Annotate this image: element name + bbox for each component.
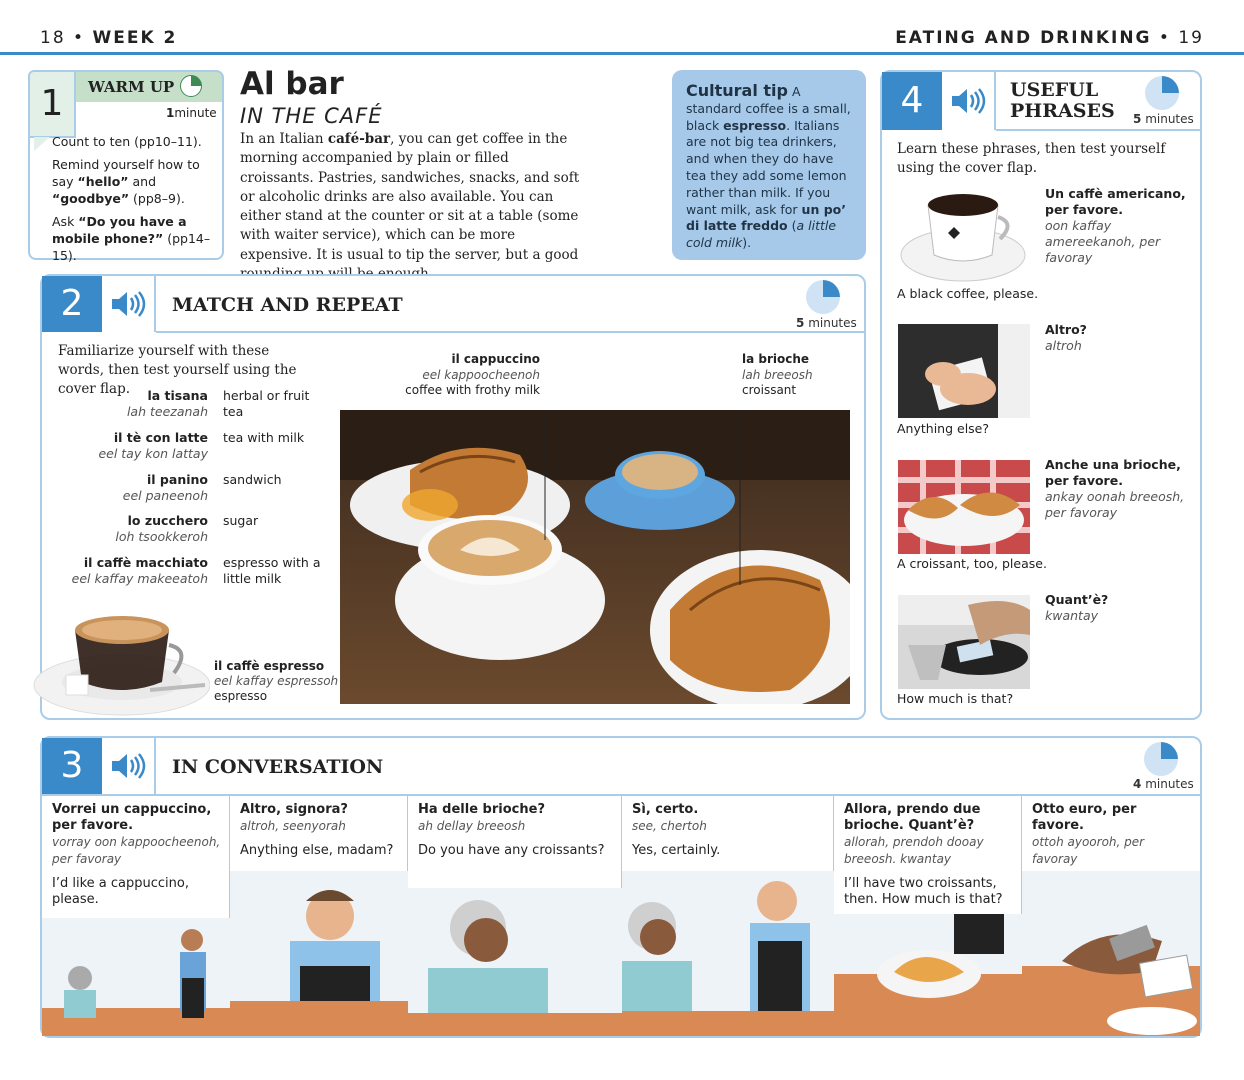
label-brioche-english: croissant xyxy=(742,383,797,397)
phrase-english: A croissant, too, please. xyxy=(897,556,1047,571)
week-label: WEEK 2 xyxy=(92,28,178,48)
panel-italian: Allora, prendo due brioche. Quant’è? xyxy=(844,802,981,833)
espresso-cup-image xyxy=(30,590,210,720)
warmup-hello: “hello” xyxy=(77,174,129,189)
phrase-item xyxy=(1045,457,1195,521)
speaker-icon xyxy=(110,752,146,780)
header-rule xyxy=(0,52,1244,55)
phrases-number: 4 xyxy=(882,72,942,130)
intro-paragraph xyxy=(240,130,580,284)
vocab-italian: il tè con latte xyxy=(113,430,208,445)
warmup-minutes-unit: minute xyxy=(174,106,217,120)
warmup-title: WARM UP xyxy=(88,78,175,96)
match-audio-button[interactable] xyxy=(102,276,156,332)
phrase-pronunciation: kwantay xyxy=(1045,608,1099,623)
phrase-pronunciation: ankay oonah breeosh, per favoray xyxy=(1045,489,1185,520)
conversation-minutes-unit: minutes xyxy=(1145,777,1194,791)
page-title: Al bar xyxy=(240,66,344,102)
waiter-notepad-image xyxy=(898,324,1030,418)
phrase-english: How much is that? xyxy=(897,691,1014,706)
panel-english: Do you have any croissants? xyxy=(418,843,605,858)
vocab-english: espresso with a little milk xyxy=(223,555,321,586)
conversation-number: 3 xyxy=(42,738,102,794)
panel-illustration xyxy=(834,914,1022,1036)
vocab-pronunciation: eel kaffay makeeatoh xyxy=(71,571,208,586)
vocab-pronunciation: lah teezanah xyxy=(126,404,208,419)
conversation-panel xyxy=(408,796,622,1036)
match-title: MATCH AND REPEAT xyxy=(172,294,403,316)
phrase-pronunciation: oon kaffay amereekanoh, per favoray xyxy=(1045,218,1161,265)
conversation-panel xyxy=(622,796,834,1036)
panel-text xyxy=(418,802,613,859)
vocab-italian: il caffè macchiato xyxy=(83,555,208,570)
label-cappuccino-italian: il cappuccino xyxy=(451,352,540,366)
speaker-icon xyxy=(110,290,146,318)
intro-cafe-bar: café-bar xyxy=(327,131,391,147)
vocab-item xyxy=(60,388,208,420)
panel-italian: Altro, signora? xyxy=(240,802,348,817)
phrases-minutes-unit: minutes xyxy=(1145,112,1194,126)
vocab-english: herbal or fruit tea xyxy=(223,388,310,419)
phrase-italian: Quant’è? xyxy=(1045,592,1109,607)
label-espresso-pron: eel kaffay espressoh xyxy=(214,674,339,688)
conversation-timer-icon xyxy=(1144,742,1178,776)
warmup-minutes xyxy=(166,106,217,120)
conversation-panel xyxy=(1022,796,1200,1036)
vocab-pronunciation: eel tay kon lattay xyxy=(98,446,208,461)
cultural-tip-title: Cultural tip xyxy=(686,81,788,100)
panel-italian: Sì, certo. xyxy=(632,802,699,817)
vocab-english: sandwich xyxy=(223,472,282,487)
panel-english: I’d like a cappuccino, please. xyxy=(52,876,189,907)
intro-text-b: , you can get coffee in the morning accompanied by plain or filled croissants. Pastries, sandwiches, snacks, and soft or alcoholic drinks are also available. You can either stand at the counter or sit at a table (some with waiter service), which can be more expensive. It is usual to tip the server, but a good xyxy=(240,131,580,263)
phrases-title-2: PHRASES xyxy=(1010,100,1115,122)
warmup-timer-icon xyxy=(180,75,202,97)
vocab-italian: lo zucchero xyxy=(127,513,208,528)
intro-text-a: In an Italian xyxy=(240,131,328,147)
phrases-title xyxy=(1010,80,1115,122)
phrase-italian: Un caffè americano, per favore. xyxy=(1045,186,1186,217)
conversation-minutes xyxy=(1133,777,1194,791)
label-cappuccino xyxy=(400,352,540,399)
phrases-minutes-value: 5 xyxy=(1133,112,1142,126)
conversation-panel xyxy=(230,796,408,1036)
panel-illustration xyxy=(622,871,834,1036)
page-number-right: 19 xyxy=(1178,28,1204,48)
panel-english: Anything else, madam? xyxy=(240,843,394,858)
tip-espresso: espresso xyxy=(723,117,787,133)
tip-text-4: ). xyxy=(742,235,752,251)
tip-latte: un po’ di latte freddo xyxy=(686,201,846,234)
panel-italian: Otto euro, per favore. xyxy=(1032,802,1137,833)
match-minutes-unit: minutes xyxy=(808,316,857,330)
panel-italian: Vorrei un cappuccino, per favore. xyxy=(52,802,212,833)
conversation-panel xyxy=(42,796,230,1036)
vocab-pronunciation: eel paneenoh xyxy=(122,488,208,503)
phrase-italian: Anche una brioche, per favore. xyxy=(1045,457,1181,488)
panel-illustration xyxy=(1022,871,1200,1036)
warmup-line2-a: Remind yourself how to say xyxy=(52,157,200,189)
vocab-item xyxy=(60,472,208,504)
vocab-italian: la tisana xyxy=(147,388,208,403)
match-timer-icon xyxy=(806,280,840,314)
warmup-line3-a: Ask xyxy=(52,214,79,229)
panel-text xyxy=(632,802,825,859)
warmup-goodbye: “goodbye” xyxy=(52,191,130,206)
label-brioche-italian: la brioche xyxy=(742,352,810,366)
vocab-item xyxy=(60,513,208,545)
right-page-header xyxy=(895,28,1204,48)
header-bullet: • xyxy=(73,28,86,48)
tip-text-1: A standard coffee is a small, black xyxy=(686,84,851,133)
panel-text xyxy=(52,802,221,908)
conversation-panel xyxy=(834,796,1022,1036)
phrases-header-rule xyxy=(996,129,1200,131)
label-cappuccino-english: coffee with frothy milk xyxy=(405,383,540,397)
tip-text-2: . Italians are not big tea drinkers, and when they do have tea they add some lemon rather than milk. If you want milk, ask for xyxy=(686,117,847,217)
panel-english: Yes, certainly. xyxy=(632,843,721,858)
warmup-number: 1 xyxy=(28,70,76,138)
phrase-item xyxy=(1045,186,1195,266)
panel-illustration xyxy=(42,918,230,1036)
header-bullet: • xyxy=(1158,28,1171,48)
panel-english: I’ll have two croissants, then. How much is that? xyxy=(844,876,1003,907)
match-minutes xyxy=(796,316,857,330)
left-page-header xyxy=(40,28,177,48)
panel-text xyxy=(844,802,1013,908)
vocab-pronunciation: loh tsookkeroh xyxy=(115,529,208,544)
label-cappuccino-pron: eel kappoocheenoh xyxy=(422,367,540,382)
phrases-timer-icon xyxy=(1145,76,1179,110)
match-number: 2 xyxy=(42,276,102,332)
label-espresso-italian: il caffè espresso xyxy=(214,659,325,673)
page-number-left: 18 xyxy=(40,28,66,48)
panel-illustration xyxy=(230,871,408,1036)
warmup-text xyxy=(52,133,217,264)
vocab-english: sugar xyxy=(223,513,259,528)
warmup-line2-b: and xyxy=(128,174,157,189)
speaker-icon xyxy=(950,87,986,115)
panel-pronunciation: altroh, seenyorah xyxy=(240,819,346,833)
warmup-question: “Do you have a mobile phone?” xyxy=(52,214,187,246)
label-espresso-english: espresso xyxy=(214,689,268,703)
vocab-item xyxy=(40,555,208,587)
phrases-audio-button[interactable] xyxy=(942,72,996,130)
phrases-title-1: USEFUL xyxy=(1010,79,1099,101)
phrase-italian: Altro? xyxy=(1045,322,1087,337)
cultural-tip-text xyxy=(686,83,856,252)
chapter-label: EATING AND DRINKING xyxy=(895,28,1152,48)
warmup-tab-tail xyxy=(34,137,50,151)
vocab-english: tea with milk xyxy=(223,430,305,445)
match-header-rule xyxy=(156,331,864,333)
label-espresso xyxy=(214,659,338,704)
phrases-instruction: Learn these phrases, then test yourself using the cover flap. xyxy=(897,141,1166,176)
warmup-line-3 xyxy=(52,213,217,264)
phrase-pronunciation: altroh xyxy=(1045,338,1082,353)
phrase-english: A black coffee, please. xyxy=(897,286,1039,301)
panel-pronunciation: see, chertoh xyxy=(632,819,707,833)
warmup-line-2 xyxy=(52,156,217,207)
conversation-minutes-value: 4 xyxy=(1133,777,1142,791)
label-brioche xyxy=(742,352,813,399)
panel-pronunciation: allorah, prendoh dooay breeosh. kwantay xyxy=(844,835,984,866)
conversation-title: IN CONVERSATION xyxy=(172,756,384,778)
panel-text xyxy=(240,802,399,859)
tip-translation: a little cold milk xyxy=(686,218,837,251)
americano-cup-image xyxy=(898,185,1028,285)
warmup-line3-b: (pp14–15). xyxy=(52,231,211,263)
warmup-minutes-value: 1 xyxy=(166,106,175,120)
warmup-line-1: Count to ten (pp10–11). xyxy=(52,134,202,149)
bill-tray-image xyxy=(898,595,1030,689)
panel-pronunciation: ah dellay breeosh xyxy=(418,819,526,833)
phrase-item xyxy=(1045,592,1195,624)
warmup-line2-c: (pp8–9). xyxy=(129,191,185,206)
phrase-item xyxy=(1045,322,1195,354)
vocab-italian: il panino xyxy=(147,472,208,487)
phrases-minutes xyxy=(1133,112,1194,126)
match-minutes-value: 5 xyxy=(796,316,805,330)
page-subtitle: IN THE CAFÉ xyxy=(240,104,383,128)
vocab-item xyxy=(60,430,208,462)
tip-text-3: ( xyxy=(787,218,797,234)
panel-pronunciation: vorray oon kappoocheenoh, per favoray xyxy=(52,835,221,866)
cafe-photo xyxy=(340,410,850,704)
panel-pronunciation: ottoh ayooroh, per favoray xyxy=(1032,835,1145,866)
croissants-plate-image xyxy=(898,460,1030,554)
phrase-english: Anything else? xyxy=(897,421,989,436)
match-instruction: Familiarize yourself with these words, then test yourself using the cover flap. xyxy=(58,343,297,397)
label-brioche-pron: lah breeosh xyxy=(742,367,813,382)
panel-italian: Ha delle brioche? xyxy=(418,802,545,817)
conversation-audio-button[interactable] xyxy=(102,738,156,794)
panel-illustration xyxy=(408,888,622,1036)
